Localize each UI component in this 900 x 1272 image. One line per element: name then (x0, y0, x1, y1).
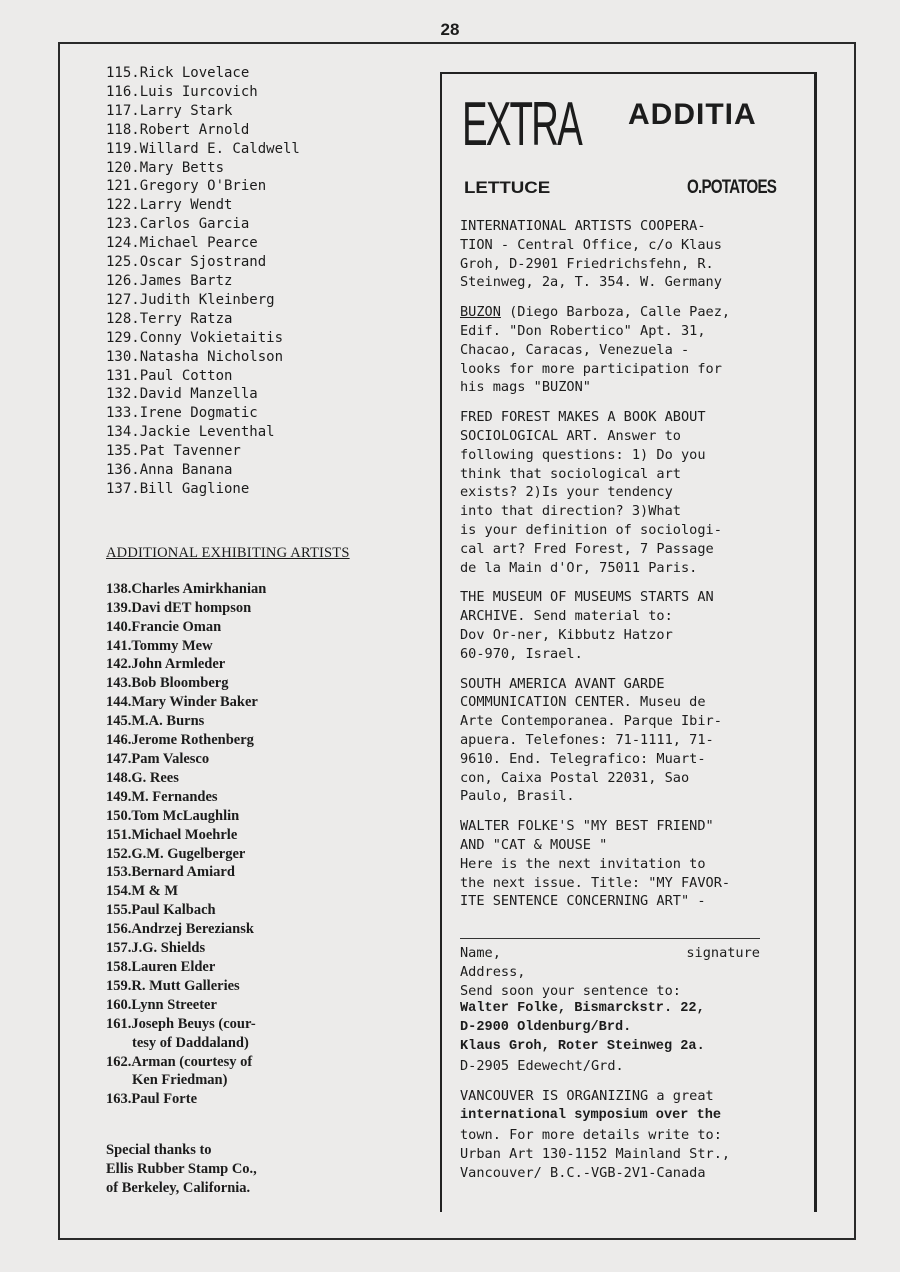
artist-list-item: 124.Michael Pearce (106, 235, 258, 252)
additional-artist-item: 158.Lauren Elder (106, 958, 216, 975)
additional-artist-item: 159.R. Mutt Galleries (106, 977, 240, 994)
vancouver-line: VANCOUVER IS ORGANIZING a great (460, 1087, 714, 1104)
reply-form (460, 944, 800, 1076)
artist-list-item: 130.Natasha Nicholson (106, 348, 284, 365)
announcement-list (460, 217, 800, 1194)
announcement-south-america: SOUTH AMERICA AVANT GARDE COMMUNICATION CENTER. Museu de Arte Contemporanea. Parque Ibir- apuera. Telefones: 71-1111, 71- 9610. End. Telegrafico: Muart- con, Caixa Postal 22031, Sao Paulo, Brasil. (460, 675, 722, 805)
extra-additia-box (440, 72, 817, 1212)
additional-artist-item: 161.Joseph Beuys (cour- (106, 1015, 256, 1032)
form-signature-label: signature (686, 945, 760, 962)
thanks-line: Special thanks to (106, 1142, 212, 1159)
additional-artist-item: 138.Charles Amirkhanian (106, 580, 267, 597)
additional-artist-continuation: Ken Friedman) (132, 1072, 228, 1089)
additional-artist-item: 160.Lynn Streeter (106, 996, 217, 1013)
additional-artist-item: 148.G. Rees (106, 769, 179, 786)
left-column (106, 64, 396, 1198)
form-address-line: Walter Folke, Bismarckstr. 22, (460, 1001, 705, 1017)
artist-list-item: 135.Pat Tavenner (106, 443, 241, 460)
form-divider (460, 938, 760, 939)
additional-artist-item: 156.Andrzej Bereziansk (106, 921, 254, 938)
extra-heading: EXTRA (462, 90, 581, 159)
additional-artist-item: 144.Mary Winder Baker (106, 694, 258, 711)
additional-artist-item: 151.Michael Moehrle (106, 826, 238, 843)
additional-artist-item: 146.Jerome Rothenberg (106, 732, 254, 749)
artist-list-item: 134.Jackie Leventhal (106, 424, 275, 441)
additional-artist-item: 163.Paul Forte (106, 1091, 198, 1108)
artist-list-item: 116.Luis Iurcovich (106, 83, 258, 100)
additional-artist-item: 162.Arman (courtesy of (106, 1053, 253, 1070)
form-send-line: Send soon your sentence to: (460, 982, 681, 999)
additional-artist-item: 139.Davi dET hompson (106, 599, 252, 616)
artist-list-item: 122.Larry Wendt (106, 197, 233, 214)
announcement-vancouver: VANCOUVER IS ORGANIZING a great international symposium over the town. For more details write to: Urban Art 130-1152 Mainland Str., Vancouver/ B.C.-VGB-2V1-Canada (460, 1087, 731, 1181)
potatoes-label: O.POTATOES (687, 177, 777, 198)
page-number: 28 (440, 20, 460, 39)
thanks-line: of Berkeley, California. (106, 1180, 251, 1197)
form-address-line: Klaus Groh, Roter Steinweg 2a. (460, 1039, 705, 1055)
artist-list (106, 64, 396, 499)
additional-artist-item: 154.M & M (106, 883, 179, 900)
artist-list-item: 132.David Manzella (106, 386, 258, 403)
additional-artist-item: 150.Tom McLaughlin (106, 807, 240, 824)
artist-list-item: 131.Paul Cotton (106, 367, 233, 384)
additional-artist-item: 149.M. Fernandes (106, 788, 218, 805)
additional-artist-item: 152.G.M. Gugelberger (106, 845, 246, 862)
form-address-line: D-2900 Oldenburg/Brd. (460, 1020, 632, 1036)
artist-list-item: 120.Mary Betts (106, 159, 225, 176)
artist-list-item: 129.Conny Vokietaitis (106, 329, 284, 346)
additional-artist-item: 153.Bernard Amiard (106, 864, 235, 881)
artist-list-item: 115.Rick Lovelace (106, 65, 250, 81)
lettuce-label: LETTUCE (464, 178, 551, 197)
form-address-label: Address, (460, 963, 526, 980)
additional-artist-item: 142.John Armleder (106, 656, 226, 673)
additional-artist-item: 157.J.G. Shields (106, 940, 206, 957)
announcement-fred-forest: FRED FOREST MAKES A BOOK ABOUT SOCIOLOGICAL ART. Answer to following questions: 1) Do you think that sociological art exists? 2)Is your tendency into that direction? 3)What is your definition of sociologi- cal art? Fred Forest, 7 Passage de la Main d'Or, 75011 Paris. (460, 409, 722, 576)
additional-artists-heading: ADDITIONAL EXHIBITING ARTISTS (106, 544, 350, 561)
announcement-walter-folke: WALTER FOLKE'S "MY BEST FRIEND" AND "CAT & MOUSE " Here is the next invitation to the next issue. Title: "MY FAVOR- ITE SENTENCE CONCERNING ART" - (460, 818, 731, 910)
artist-list-item: 117.Larry Stark (106, 102, 233, 119)
buzon-title: BUZON (460, 304, 501, 321)
artist-list-item: 127.Judith Kleinberg (106, 291, 275, 308)
announcement-buzon: BUZON (Diego Barboza, Calle Paez, Edif. "Don Robertico" Apt. 31, Chacao, Caracas, Venezuela - looks for more participation for his mags "BUZON" (460, 304, 731, 396)
additional-artist-item: 141.Tommy Mew (106, 637, 213, 654)
additia-heading: ADDITIA (628, 98, 757, 131)
additional-artist-item: 143.Bob Bloomberg (106, 675, 229, 692)
additional-artist-item: 147.Pam Valesco (106, 751, 210, 767)
announcement-museum: THE MUSEUM OF MUSEUMS STARTS AN ARCHIVE. Send material to: Dov Or-ner, Kibbutz Hatzor 60-970, Israel. (460, 589, 714, 662)
additional-artist-continuation: tesy of Daddaland) (132, 1034, 249, 1051)
artist-list-item: 137.Bill Gaglione (106, 480, 250, 497)
form-name-label: Name, (460, 945, 501, 962)
additional-artist-item: 155.Paul Kalbach (106, 902, 216, 919)
form-address-line: D-2905 Edewecht/Grd. (460, 1057, 624, 1074)
additional-artist-item: 145.M.A. Burns (106, 713, 205, 730)
artist-list-item: 125.Oscar Sjostrand (106, 254, 267, 271)
artist-list-item: 128.Terry Ratza (106, 310, 233, 327)
artist-list-item: 119.Willard E. Caldwell (106, 140, 300, 157)
artist-list-item: 136.Anna Banana (106, 462, 233, 479)
artist-list-item: 118.Robert Arnold (106, 121, 250, 138)
additional-artist-item: 140.Francie Oman (106, 618, 222, 635)
additional-artist-list (106, 580, 396, 1109)
artist-list-item: 126.James Bartz (106, 272, 233, 289)
thanks-line: Ellis Rubber Stamp Co., (106, 1161, 257, 1178)
special-thanks (106, 1141, 396, 1198)
announcement-coop: INTERNATIONAL ARTISTS COOPERA- TION - Central Office, c/o Klaus Groh, D-2901 Friedrichsfehn, R. Steinweg, 2a, T. 354. W. Germany (460, 218, 722, 291)
vancouver-line: international symposium over the (460, 1108, 722, 1124)
artist-list-item: 123.Carlos Garcia (106, 216, 250, 233)
artist-list-item: 121.Gregory O'Brien (106, 178, 267, 195)
artist-list-item: 133.Irene Dogmatic (106, 405, 258, 422)
